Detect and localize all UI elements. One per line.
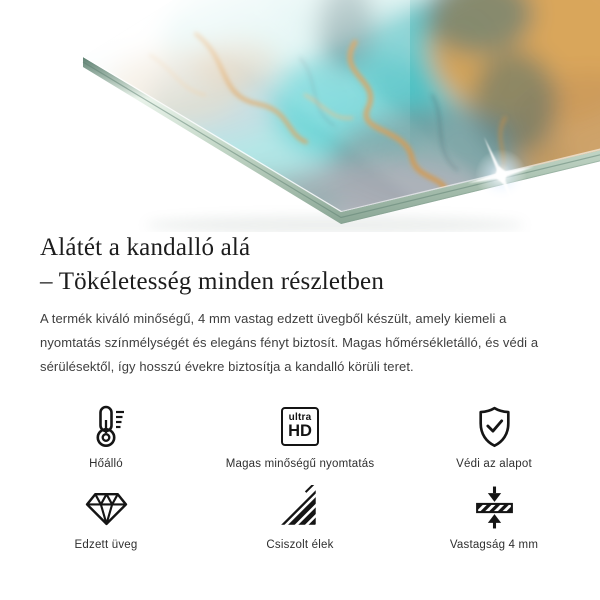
feature-protects-base: [397, 402, 591, 470]
feature-thickness: [397, 483, 591, 551]
thickness-icon: [472, 483, 517, 531]
ultra-hd-badge-top: ultra: [288, 412, 312, 423]
page-title-line1: Alátét a kandalló alá: [40, 234, 251, 261]
feature-label: Vastagság 4 mm: [449, 539, 539, 551]
feature-polished-edges: [203, 483, 397, 551]
ultra-hd-icon: [281, 402, 319, 450]
feature-label: Csiszolt élek: [266, 539, 334, 551]
page-title-line2: – Tökéletesség minden részletben: [40, 268, 385, 295]
feature-heat-resistant: [9, 402, 203, 470]
polished-edges-icon: [278, 483, 323, 531]
feature-label: Edzett üveg: [74, 539, 138, 551]
thermometer-icon: [83, 402, 129, 450]
product-hero-image: [0, 0, 600, 232]
feature-label: Hőálló: [89, 458, 123, 470]
glass-panel-photo: [0, 0, 600, 232]
shield-check-icon: [472, 402, 517, 450]
feature-label: Magas minőségű nyomtatás: [225, 458, 375, 470]
product-description: A termék kiváló minőségű, 4 mm vastag edzett üvegből készült, amely kiemeli a nyomtatás színmélységét és elegáns fényt biztosít. Magas hőmérsékletálló, és védi a sérülésektől, így hosszú évekre biztosítja a kandalló körüli teret.: [40, 311, 539, 374]
feature-print-quality: [203, 402, 397, 470]
page-title: [40, 231, 560, 299]
features-grid: [9, 402, 591, 551]
diamond-icon: [84, 483, 129, 531]
feature-label: Védi az alapot: [456, 458, 532, 470]
ultra-hd-badge-bottom: HD: [288, 422, 312, 440]
feature-tempered-glass: [9, 483, 203, 551]
